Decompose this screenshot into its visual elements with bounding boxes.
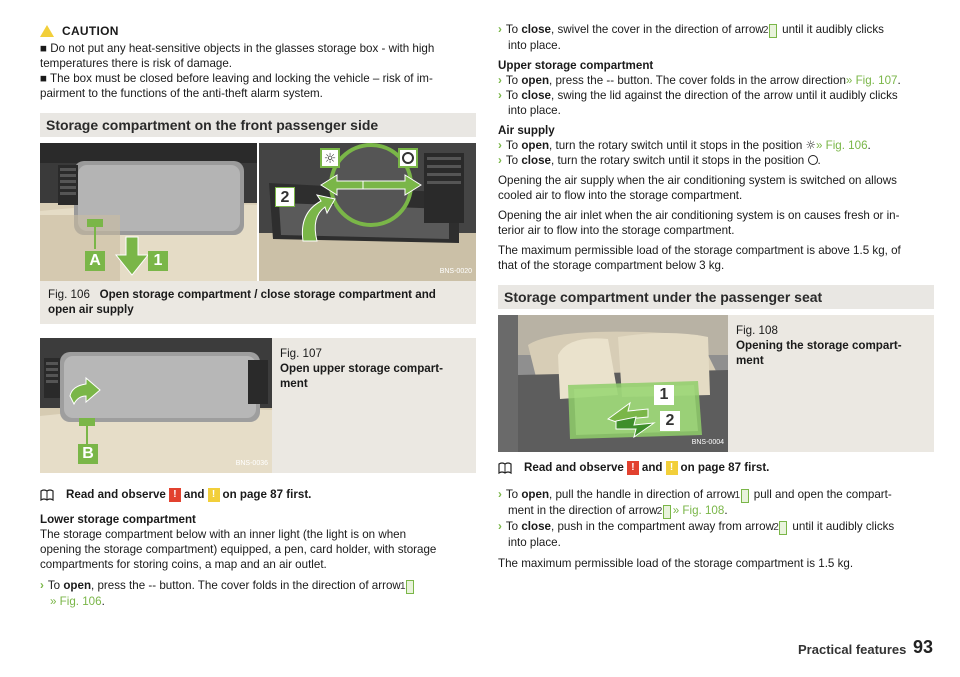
marker-2: 2 <box>275 187 295 207</box>
section-heading <box>498 285 934 309</box>
arrow-number: 1 <box>741 489 749 503</box>
text: , swing the lid against the direction of the arrow until it audibly clicks <box>551 89 898 102</box>
paragraph-line: terior air to flow into the storage compartment. <box>498 224 735 237</box>
figure-link[interactable]: » Fig. 106 <box>815 139 868 152</box>
subheading: Upper storage compartment <box>498 59 654 72</box>
marker-1: 1 <box>654 385 674 405</box>
fig107-caption <box>272 338 476 473</box>
text: until it audibly clicks <box>792 520 895 533</box>
step-open <box>498 138 934 153</box>
chevron-right-icon: › <box>498 89 502 102</box>
text: To <box>505 74 522 87</box>
keyword: open <box>63 579 92 592</box>
text: , pull the handle in direction of arrow <box>549 488 736 501</box>
chevron-right-icon: › <box>498 74 502 87</box>
figure-caption: open air supply <box>48 303 134 316</box>
figure-107 <box>40 338 476 473</box>
left-column <box>40 0 476 609</box>
chevron-right-icon: › <box>498 139 502 152</box>
figure-link[interactable]: » Fig. 107 <box>845 74 898 87</box>
marker-b: B <box>78 444 98 464</box>
arrow-number: 1 <box>406 580 414 594</box>
paragraph-line: Opening the air inlet when the air conditioning system is on causes fresh or in- <box>498 209 900 222</box>
keyword: open <box>521 488 550 501</box>
chevron-right-icon: › <box>498 520 502 533</box>
read-note <box>498 460 934 475</box>
text: , press the -- button. The cover folds in the arrow direction <box>549 74 846 87</box>
text: , swivel the cover in the direction of arrow <box>551 23 764 36</box>
text: into place. <box>508 104 561 117</box>
text: To <box>505 23 522 36</box>
chevron-right-icon: › <box>498 488 502 501</box>
keyword: open <box>521 139 550 152</box>
text: . <box>867 139 871 152</box>
figure-caption: ment <box>736 354 764 367</box>
text: . <box>897 74 901 87</box>
paragraph-line: The maximum permissible load of the storage compartment is above 1.5 kg, of <box>498 244 901 257</box>
figure-caption: Opening the storage compart- <box>736 339 902 352</box>
text: To <box>505 154 522 167</box>
figure-106 <box>40 143 476 281</box>
step-open <box>498 73 934 88</box>
fig108-caption <box>728 315 934 452</box>
step-close <box>498 153 934 168</box>
caution-title: CAUTION <box>62 23 119 38</box>
figure-link[interactable]: » Fig. 106 <box>50 595 102 608</box>
text: To <box>47 579 64 592</box>
section-title: Storage compartment on the front passenger side <box>46 116 379 133</box>
text: , push in the compartment away from arrow <box>551 520 774 533</box>
figure-label: Fig. 108 <box>736 324 778 337</box>
figure-label: Fig. 106 <box>48 288 90 301</box>
text: into place. <box>508 39 561 52</box>
figure-caption: Open upper storage compart- <box>280 362 443 375</box>
chevron-right-icon: › <box>498 23 502 36</box>
caution-line: temperatures there is risk of damage. <box>40 57 233 70</box>
figure-108 <box>498 315 934 452</box>
text: pull and open the compart- <box>753 488 892 501</box>
warning-yellow-icon: ! <box>208 488 220 502</box>
warning-triangle-icon <box>40 25 54 37</box>
fig106-photo-left <box>40 143 257 281</box>
marker-a: A <box>85 251 105 271</box>
marker-1: 1 <box>148 251 168 271</box>
figure-code: BNS-0004 <box>691 439 724 446</box>
note-text: Read and observe <box>524 461 624 474</box>
figure-label: Fig. 107 <box>280 347 322 360</box>
text: . <box>724 504 728 517</box>
subheading: Lower storage compartment <box>40 513 196 526</box>
arrow-number: 2 <box>663 505 671 519</box>
read-note <box>40 487 476 502</box>
figure-code: BNS-0036 <box>235 460 268 467</box>
text: , turn the rotary switch until it stops in the position <box>549 139 803 152</box>
keyword: close <box>521 23 551 36</box>
paragraph-line: compartments for storing coins, a map and an air outlet. <box>40 558 327 571</box>
text: . <box>101 595 105 608</box>
note-text: and <box>641 461 663 474</box>
text: . <box>817 154 821 167</box>
text: ment in the direction of arrow <box>508 504 658 517</box>
step-close <box>498 519 934 550</box>
note-text: and <box>183 488 205 501</box>
note-text: Read and observe <box>66 488 166 501</box>
paragraph-line: cooled air to flow into the storage compartment. <box>498 189 743 202</box>
step-close <box>498 88 934 118</box>
paragraph-line: Opening the air supply when the air conditioning system is switched on allows <box>498 174 897 187</box>
text: , press the -- button. The cover folds in the direction of arrow <box>91 579 401 592</box>
section-heading <box>40 113 476 137</box>
text: into place. <box>508 536 561 549</box>
text: To <box>505 89 522 102</box>
fig106-photo-right <box>259 143 476 281</box>
right-column <box>498 0 934 571</box>
footer-section-title: Practical features <box>798 642 907 657</box>
chevron-right-icon: › <box>40 579 44 592</box>
caution-line: pairment to the functions of the anti-theft alarm system. <box>40 87 323 100</box>
step-open <box>40 578 476 609</box>
paragraph-line: that of the storage compartment below 3 kg. <box>498 259 725 272</box>
text: until it audibly clicks <box>782 23 884 36</box>
text: To <box>505 520 522 533</box>
text: To <box>505 488 522 501</box>
step-open <box>498 487 934 519</box>
fig108-photo <box>498 315 728 452</box>
section-title: Storage compartment under the passenger seat <box>504 288 823 305</box>
book-icon <box>40 489 54 501</box>
figure-link[interactable]: » Fig. 108 <box>672 504 725 517</box>
paragraph-line: opening the storage compartment) equipped, a pen, card holder, with storage <box>40 543 437 556</box>
caution-line: ■ Do not put any heat-sensitive objects in the glasses storage box - with high <box>40 42 435 55</box>
note-text: on page 87 first. <box>222 488 312 501</box>
fig106-caption <box>40 281 476 324</box>
warning-red-icon: ! <box>627 461 639 475</box>
arrow-number: 2 <box>779 521 787 535</box>
subheading: Air supply <box>498 124 555 137</box>
marker-2: 2 <box>660 411 680 431</box>
figure-caption: ment <box>280 377 308 390</box>
warning-yellow-icon: ! <box>666 461 678 475</box>
figure-caption: Open storage compartment / close storage compartment and <box>99 288 436 301</box>
step-close <box>498 22 934 53</box>
paragraph-line: The storage compartment below with an inner light (the light is on when <box>40 528 407 541</box>
keyword: close <box>521 89 551 102</box>
warning-red-icon: ! <box>169 488 181 502</box>
svg-text:☼: ☼ <box>323 151 337 167</box>
keyword: close <box>521 520 551 533</box>
fig107-photo <box>40 338 272 473</box>
book-icon <box>498 462 512 474</box>
paragraph-line: The maximum permissible load of the storage compartment is 1.5 kg. <box>498 557 854 570</box>
caution-header <box>40 23 476 39</box>
circle-icon <box>808 155 818 165</box>
keyword: open <box>521 74 550 87</box>
page-number: 93 <box>913 637 934 657</box>
chevron-right-icon: › <box>498 154 502 167</box>
sun-icon: ☼ <box>805 138 816 152</box>
caution-line: ■ The box must be closed before leaving and locking the vehicle – risk of im- <box>40 72 433 85</box>
arrow-number: 2 <box>769 24 777 38</box>
note-text: on page 87 first. <box>680 461 770 474</box>
keyword: close <box>521 154 551 167</box>
figure-code: BNS-0020 <box>439 268 472 275</box>
text: To <box>505 139 522 152</box>
text: , turn the rotary switch until it stops in the position <box>551 154 805 167</box>
